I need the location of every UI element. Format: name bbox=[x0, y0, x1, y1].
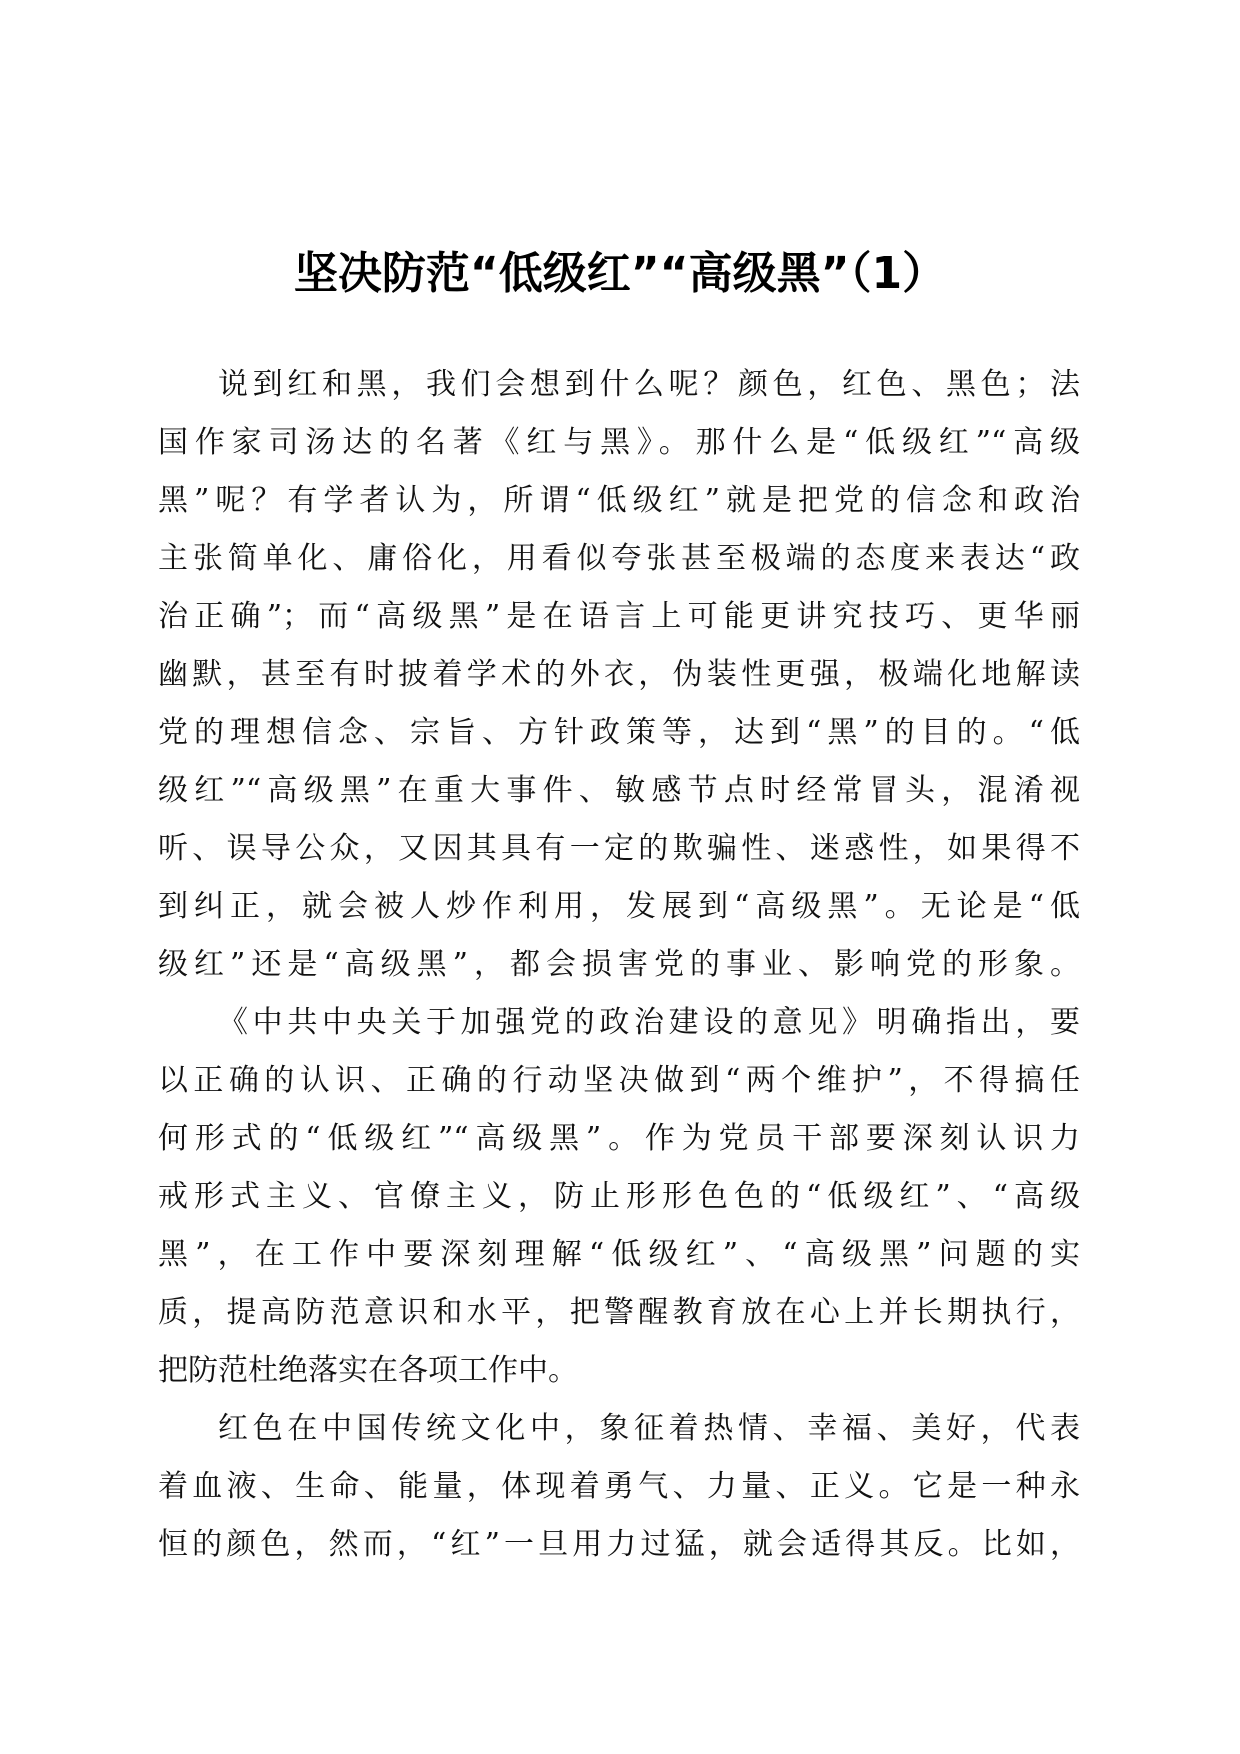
paragraph-line: 说到红和黑，我们会想到什么呢？颜色，红色、黑色；法 bbox=[218, 367, 1080, 402]
paragraph-line: 黑”，在工作中要深刻理解“低级红”、“高级黑”问题的实 bbox=[158, 1237, 1080, 1272]
paragraph-line: 国作家司汤达的名著《红与黑》。那什么是“低级红”“高级 bbox=[158, 425, 1080, 460]
paragraph-line: 主张简单化、庸俗化，用看似夸张甚至极端的态度来表达“政 bbox=[158, 541, 1080, 576]
paragraph-line: 级红”“高级黑”在重大事件、敏感节点时经常冒头，混淆视 bbox=[158, 773, 1080, 808]
paragraph-line: 幽默，甚至有时披着学术的外衣，伪装性更强，极端化地解读 bbox=[158, 657, 1080, 692]
paragraph-line: 听、误导公众，又因其具有一定的欺骗性、迷惑性，如果得不 bbox=[158, 831, 1080, 866]
document-body bbox=[158, 356, 1080, 1574]
document-title: 坚决防范“低级红”“高级黑”（1） bbox=[293, 248, 947, 299]
paragraph-2 bbox=[158, 994, 1080, 1400]
paragraph-line: 戒形式主义、官僚主义，防止形形色色的“低级红”、“高级 bbox=[158, 1179, 1080, 1214]
paragraph-line: 何形式的“低级红”“高级黑”。作为党员干部要深刻认识力 bbox=[158, 1121, 1080, 1156]
paragraph-line: 级红”还是“高级黑”，都会损害党的事业、影响党的形象。 bbox=[158, 947, 1080, 982]
paragraph-line: 质，提高防范意识和水平，把警醒教育放在心上并长期执行， bbox=[158, 1295, 1080, 1330]
paragraph-line: 黑”呢？有学者认为，所谓“低级红”就是把党的信念和政治 bbox=[158, 483, 1080, 518]
paragraph-line: 把防范杜绝落实在各项工作中。 bbox=[158, 1353, 578, 1388]
paragraph-line: 红色在中国传统文化中，象征着热情、幸福、美好，代表 bbox=[218, 1411, 1080, 1446]
paragraph-line: 着血液、生命、能量，体现着勇气、力量、正义。它是一种永 bbox=[158, 1469, 1080, 1504]
paragraph-3 bbox=[158, 1400, 1080, 1574]
paragraph-line: 到纠正，就会被人炒作利用，发展到“高级黑”。无论是“低 bbox=[158, 889, 1080, 924]
paragraph-line: 党的理想信念、宗旨、方针政策等，达到“黑”的目的。“低 bbox=[158, 715, 1080, 750]
paragraph-line: 《中共中央关于加强党的政治建设的意见》明确指出，要 bbox=[218, 1005, 1080, 1040]
paragraph-line: 以正确的认识、正确的行动坚决做到“两个维护”，不得搞任 bbox=[158, 1063, 1080, 1098]
paragraph-1 bbox=[158, 356, 1080, 994]
paragraph-line: 恒的颜色，然而，“红”一旦用力过猛，就会适得其反。比如， bbox=[158, 1527, 1080, 1562]
paragraph-line: 治正确”；而“高级黑”是在语言上可能更讲究技巧、更华丽 bbox=[158, 599, 1080, 634]
